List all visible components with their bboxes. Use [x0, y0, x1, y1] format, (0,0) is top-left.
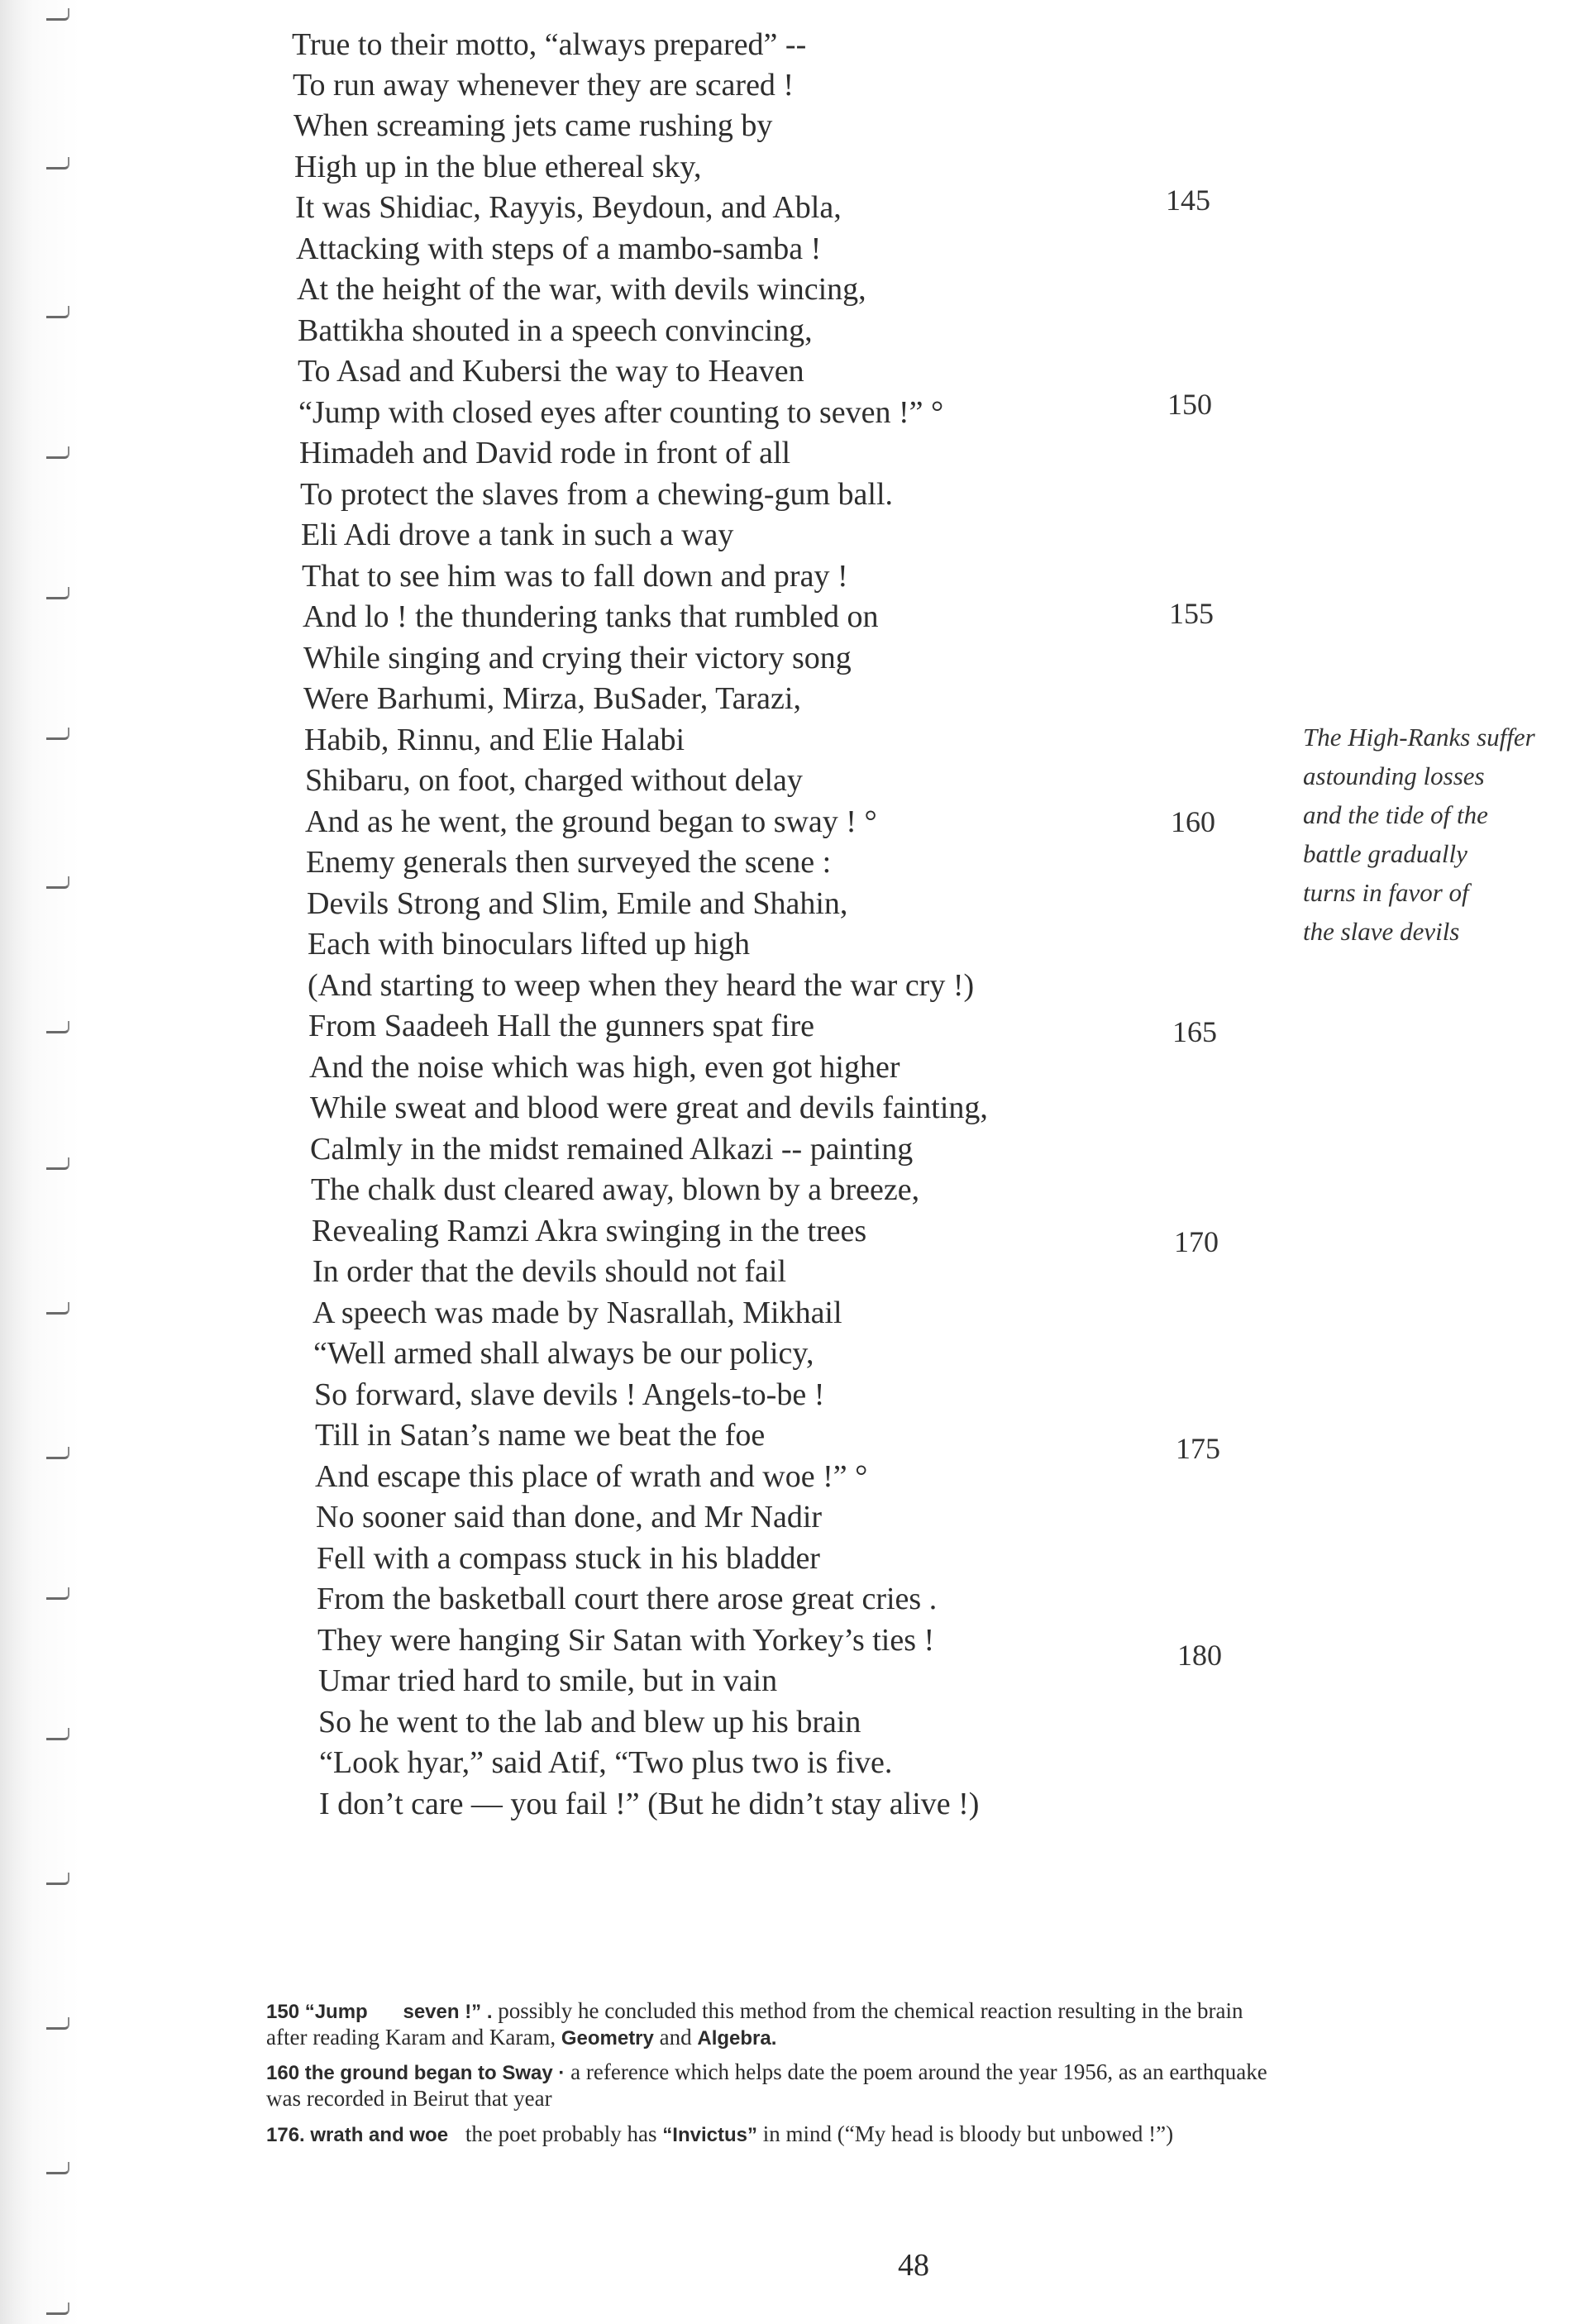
poem-line: “Well armed shall always be our policy,	[313, 1336, 814, 1371]
footnote-ref: 160 the ground began to Sway ·	[266, 2062, 565, 2084]
spiral-ring-mark	[46, 1447, 69, 1459]
poem-line: (And starting to weep when they heard the war cry !)	[308, 968, 975, 1003]
margin-gloss-line: the slave devils	[1303, 917, 1460, 946]
poem-line: “Look hyar,” said Atif, “Two plus two is five.	[319, 1745, 893, 1780]
spiral-ring-mark	[46, 728, 69, 740]
poem-line: And escape this place of wrath and woe !” °	[315, 1459, 868, 1494]
poem-line: “Jump with closed eyes after counting to seven !” °	[298, 395, 944, 430]
footnote-term: Algebra.	[697, 2027, 777, 2050]
line-number: 165	[1172, 1015, 1217, 1048]
spiral-ring-mark	[46, 1587, 69, 1600]
poem-line: They were hanging Sir Satan with Yorkey’s ties !	[317, 1623, 935, 1658]
footnote-150-continued	[266, 2024, 776, 2052]
poem-line: From Saadeeh Hall the gunners spat fire	[308, 1009, 815, 1043]
poem-line: True to their motto, “always prepared” --	[292, 27, 807, 62]
spiral-binding	[0, 0, 79, 2324]
poem-line: Battikha shouted in a speech convincing,	[298, 313, 813, 348]
poem-line: No sooner said than done, and Mr Nadir	[316, 1500, 823, 1534]
poem-line: While singing and crying their victory song	[303, 641, 852, 675]
poem-line: Shibaru, on foot, charged without delay	[305, 763, 803, 798]
poem-line: Enemy generals then surveyed the scene :	[306, 845, 832, 880]
footnote-150	[266, 1997, 1243, 2026]
spiral-ring-mark	[46, 587, 69, 599]
spiral-ring-mark	[46, 1302, 69, 1315]
line-number: 180	[1177, 1639, 1222, 1672]
footnote-term: “Invictus”	[662, 2124, 757, 2146]
footnote-text: the poet probably has	[465, 2121, 657, 2146]
poem-line: While sweat and blood were great and devils fainting,	[310, 1090, 988, 1125]
footnote-text: and	[659, 2025, 692, 2050]
spiral-ring-mark	[46, 2303, 69, 2315]
line-number: 145	[1166, 184, 1210, 217]
poem-line: Devils Strong and Slim, Emile and Shahin,	[307, 886, 848, 921]
poem-line: And lo ! the thundering tanks that rumbled on	[303, 599, 879, 634]
poem-line: To protect the slaves from a chewing-gum ball.	[300, 477, 894, 512]
footnote-ref-end: seven !” .	[403, 2001, 493, 2023]
footnote-ref: 176. wrath and woe	[266, 2124, 449, 2146]
spiral-ring-mark	[46, 446, 69, 459]
footnote-text: after reading Karam and Karam,	[266, 2025, 556, 2050]
poem-line: Revealing Ramzi Akra swinging in the trees	[312, 1214, 867, 1248]
poem-line: Eli Adi drove a tank in such a way	[301, 518, 734, 552]
footnote-text: possibly he concluded this method from the chemical reaction resulting in the brain	[498, 1998, 1243, 2023]
spiral-ring-mark	[46, 1021, 69, 1033]
poem-line: I don’t care — you fail !” (But he didn’t stay alive !)	[319, 1787, 980, 1821]
footnote-160-continued	[266, 2085, 552, 2112]
footnote-176	[266, 2121, 1173, 2149]
poem-line: From the basketball court there arose great cries .	[317, 1582, 938, 1616]
margin-gloss-line: battle gradually	[1303, 839, 1467, 868]
page-number: 48	[898, 2248, 929, 2283]
footnote-text: a reference which helps date the poem around the year 1956, as an earthquake	[570, 2059, 1267, 2084]
poem-line: Till in Satan’s name we beat the foe	[315, 1418, 766, 1453]
poem-line: And as he went, the ground began to sway ! °	[305, 804, 877, 839]
poem-line: To run away whenever they are scared !	[293, 68, 795, 103]
margin-gloss-line: turns in favor of	[1303, 878, 1469, 907]
spiral-ring-mark	[46, 2162, 69, 2174]
poem-line: In order that the devils should not fail	[313, 1254, 787, 1289]
poem-line: Were Barhumi, Mirza, BuSader, Tarazi,	[303, 681, 801, 716]
poem-line: When screaming jets came rushing by	[293, 108, 773, 143]
poem-line: So forward, slave devils ! Angels-to-be !	[314, 1377, 825, 1412]
spiral-ring-mark	[46, 8, 69, 21]
footnote-160	[266, 2059, 1267, 2087]
line-number: 170	[1174, 1225, 1219, 1258]
poem-line: It was Shidiac, Rayyis, Beydoun, and Abla,	[295, 190, 842, 225]
poem-line: The chalk dust cleared away, blown by a breeze,	[311, 1172, 920, 1207]
spiral-ring-mark	[46, 1728, 69, 1740]
poem-line: A speech was made by Nasrallah, Mikhail	[313, 1296, 842, 1330]
poem-line: High up in the blue ethereal sky,	[294, 150, 702, 184]
spiral-ring-mark	[46, 876, 69, 889]
margin-gloss-line: astounding losses	[1303, 761, 1485, 790]
footnote-text: in mind (“My head is bloody but unbowed !”)	[762, 2121, 1174, 2146]
poem-line: Attacking with steps of a mambo-samba !	[296, 231, 822, 266]
poem-line: So he went to the lab and blew up his brain	[318, 1705, 861, 1739]
spiral-ring-mark	[46, 2017, 69, 2030]
footnote-text: was recorded in Beirut that year	[266, 2086, 552, 2111]
margin-gloss-line: and the tide of the	[1303, 800, 1488, 829]
line-number: 155	[1169, 597, 1214, 630]
poem-line: Himadeh and David rode in front of all	[299, 436, 791, 470]
footnote-term: Geometry	[561, 2027, 654, 2050]
line-number: 160	[1171, 805, 1215, 838]
poem-line: To Asad and Kubersi the way to Heaven	[298, 354, 804, 389]
spiral-ring-mark	[46, 157, 69, 169]
poem-line: And the noise which was high, even got higher	[309, 1050, 900, 1085]
line-number: 150	[1167, 388, 1212, 421]
poem-line: Each with binoculars lifted up high	[308, 927, 751, 962]
line-number: 175	[1176, 1432, 1220, 1465]
poem-line: At the height of the war, with devils wincing,	[297, 272, 866, 307]
margin-gloss	[1303, 718, 1568, 951]
spiral-ring-mark	[46, 1873, 69, 1885]
poem-line: Habib, Rinnu, and Elie Halabi	[304, 723, 685, 757]
poem-line: Fell with a compass stuck in his bladder	[317, 1541, 820, 1576]
poem-line: That to see him was to fall down and pray !	[302, 559, 848, 594]
poem-line: Umar tried hard to smile, but in vain	[318, 1663, 778, 1698]
poem-line: Calmly in the midst remained Alkazi -- painting	[310, 1132, 914, 1167]
spiral-ring-mark	[46, 1157, 69, 1170]
footnote-ref: 150 “Jump	[266, 2001, 368, 2023]
spiral-ring-mark	[46, 306, 69, 318]
margin-gloss-line: The High-Ranks suffer	[1303, 723, 1535, 752]
